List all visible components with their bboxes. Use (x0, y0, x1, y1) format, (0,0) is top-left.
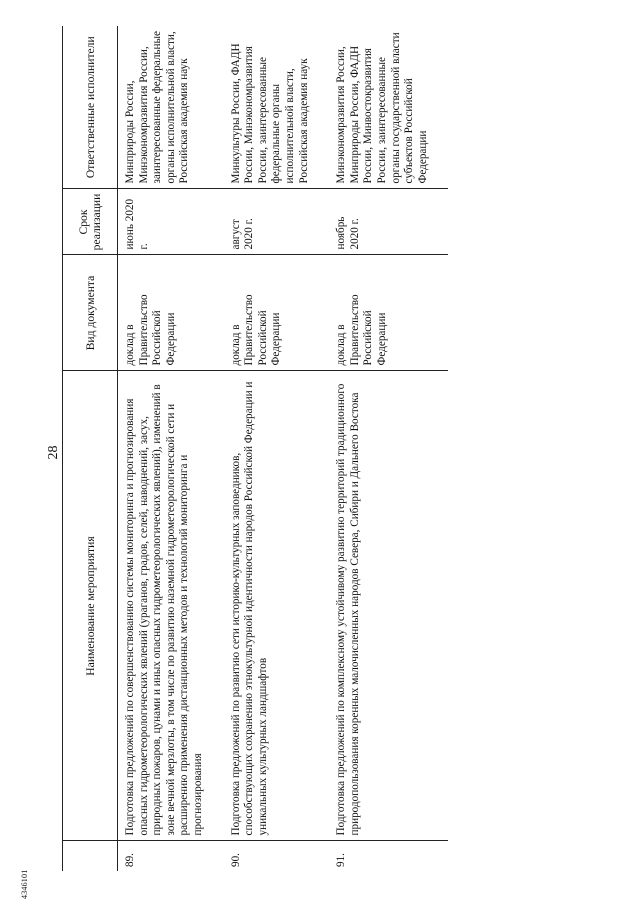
row-term: ноябрь 2020 г. (329, 189, 448, 255)
row-responsible: Минприроды России, Минэкономразвития России, заинтересованные федеральные органы исполнительной власти, Российская академия наук (118, 26, 224, 189)
row-number: 90. (229, 853, 242, 867)
row-term: август 2020 г. (224, 189, 330, 255)
row-document-type: доклад в Правительство Российской Федерации (118, 255, 224, 371)
row-measure-name: Подготовка предложений по развитию сети историко-культурных заповедников, способствующих сохранению этнокультурной идентичности народов Российской Федерации и уникальных культурных ландшафтов (224, 371, 330, 841)
measures-table (62, 26, 448, 871)
row-responsible: Минкультуры России, ФАДН России, Минэкономразвития России, заинтересованные федеральные органы исполнительной власти, Российская академия наук (224, 26, 330, 189)
header-responsible: Ответственные исполнители (63, 26, 118, 189)
table-header-row (63, 26, 118, 871)
row-term: июнь 2020 г. (118, 189, 224, 255)
header-number (63, 841, 118, 871)
row-number: 91. (335, 853, 348, 867)
header-name: Наименование мероприятия (63, 371, 118, 841)
row-document-type: доклад в Правительство Российской Федерации (224, 255, 330, 371)
row-document-type: доклад в Правительство Российской Федерации (329, 255, 448, 371)
page-number: 28 (46, 445, 61, 460)
row-responsible: Минэкономразвития России, Минприроды России, ФАДН России, Минвостокразвития России, заинтересованные органы государственной власти субъектов Российской Федерации (329, 26, 448, 189)
footer-code: 4346101 (20, 869, 29, 899)
header-document-type: Вид документа (63, 255, 118, 371)
table-row (224, 26, 330, 871)
row-number: 89. (124, 853, 136, 867)
row-measure-name: Подготовка предложений по комплексному устойчивому развитию территорий традиционного природопользования коренных малочисленных народов Севера, Сибири и Дальнего Востока (329, 371, 448, 841)
header-term: Срок реализации (63, 189, 118, 255)
row-measure-name: Подготовка предложений по совершенствованию системы мониторинга и прогнозирования опасных гидрометеорологических явлений (ураганов, градов, селей, наводнений, засух, природных пожаров, цунами и иных опасных гидрометеорологических явлений), изменений в зоне вечной мерзлоты, в том числе по развитию наземной гидрометеорологической сети и расширению применения дистанционных методов и технологий мониторинга и прогнозирования (118, 371, 224, 841)
table-row (118, 26, 224, 871)
table-row (329, 26, 448, 871)
